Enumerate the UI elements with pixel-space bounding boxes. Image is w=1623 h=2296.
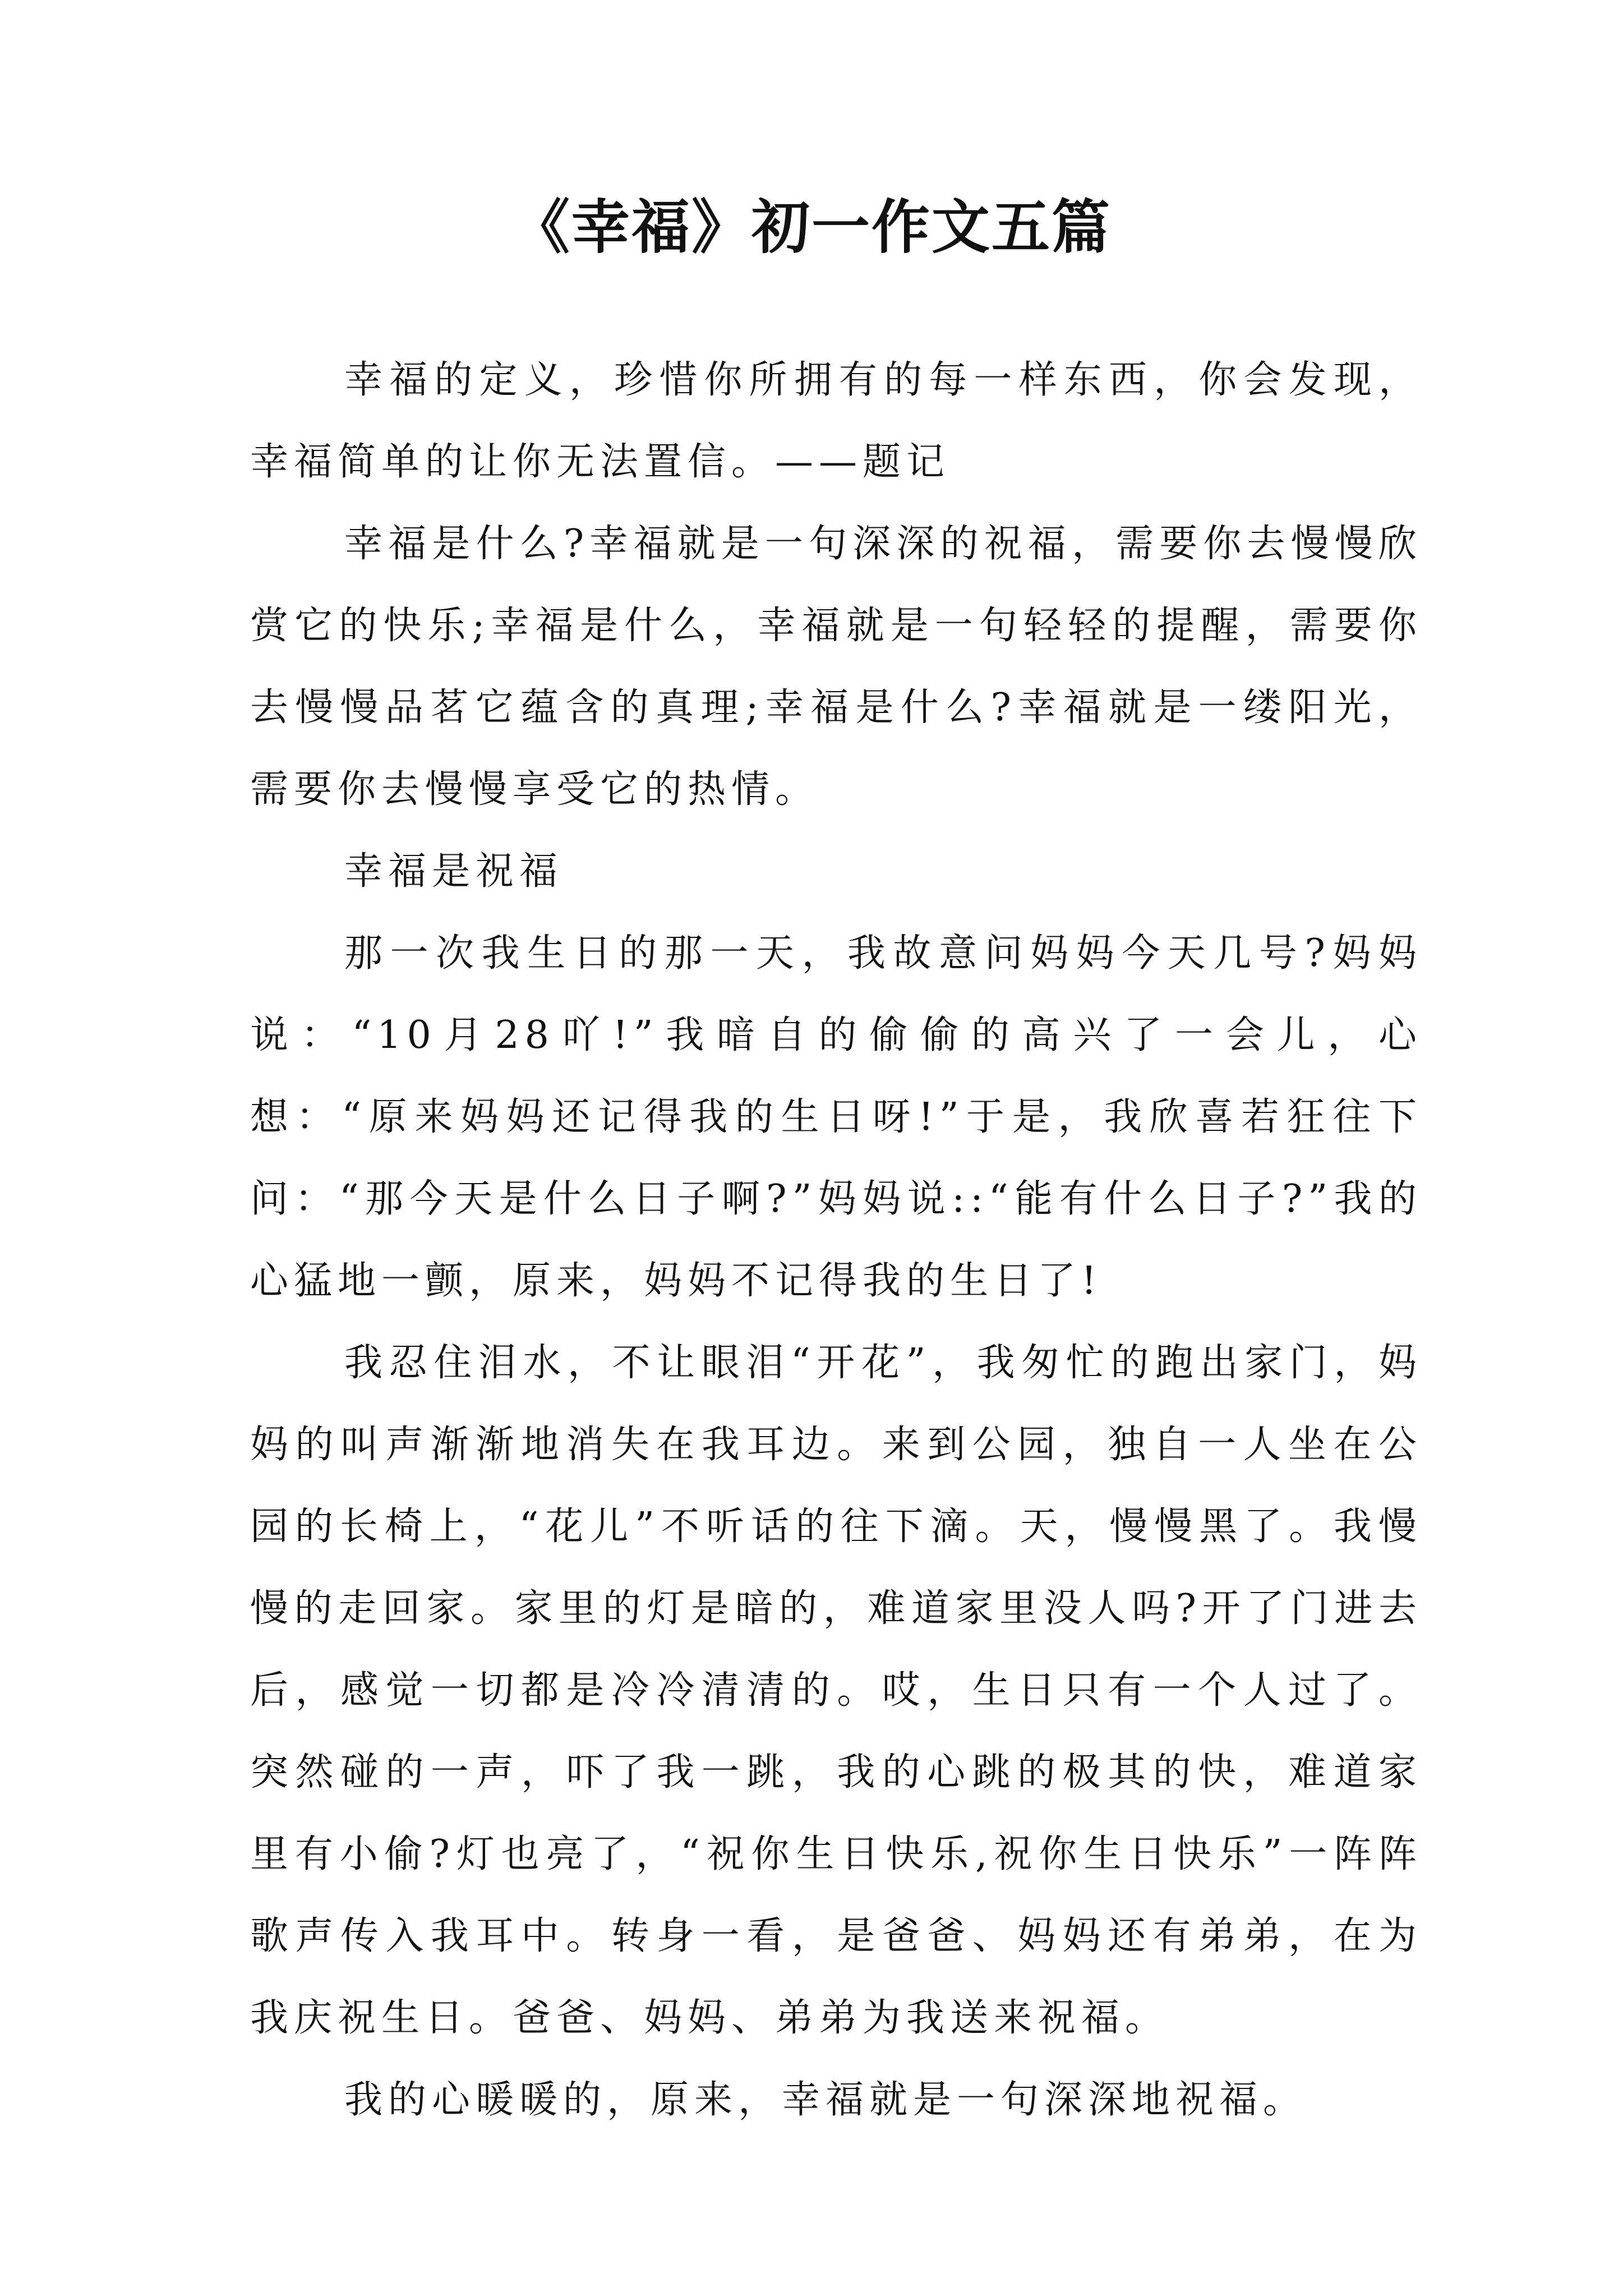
paragraph-birthday-question: 那一次我生日的那一天，我故意问妈妈今天几号?妈妈说：“10月28吖!”我暗自的偷偷的高兴了一会儿，心想：“原来妈妈还记得我的生日呀!”于是，我欣喜若狂往下问：“那今天是什么日子啊?”妈妈说::“能有什么日子?”我的心猛地一颤，原来，妈妈不记得我的生日了! xyxy=(250,931,1422,1303)
paragraph-epigraph: 幸福的定义，珍惜你所拥有的每一样东西，你会发现，幸福简单的让你无法置信。——题记 xyxy=(250,358,1422,484)
document-body xyxy=(250,339,1422,2141)
paragraph-conclusion: 我的心暖暖的，原来，幸福就是一句深深地祝福。 xyxy=(344,2078,1307,2122)
paragraph-what-is-happiness: 幸福是什么?幸福就是一句深深的祝福，需要你去慢慢欣赏它的快乐;幸福是什么，幸福就是一句轻轻的提醒，需要你去慢慢品茗它蕴含的真理;幸福是什么?幸福就是一缕阳光，需要你去慢慢享受它的热情。 xyxy=(250,522,1422,812)
section-heading-happiness-is-blessing: 幸福是祝福 xyxy=(344,849,564,894)
paragraph-birthday-surprise: 我忍住泪水，不让眼泪“开花”，我匆忙的跑出家门，妈妈的叫声渐渐地消失在我耳边。来到公园，独自一人坐在公园的长椅上，“花儿”不听话的往下滴。天，慢慢黑了。我慢慢的走回家。家里的灯是暗的，难道家里没人吗?开了门进去后，感觉一切都是冷冷清清的。哎，生日只有一个人过了。突然碰的一声，吓了我一跳，我的心跳的极其的快，难道家里有小偷?灯也亮了，“祝你生日快乐,祝你生日快乐”一阵阵歌声传入我耳中。转身一看，是爸爸、妈妈还有弟弟，在为我庆祝生日。爸爸、妈妈、弟弟为我送来祝福。 xyxy=(250,1341,1422,2040)
document-title: 《幸福》初一作文五篇 xyxy=(511,192,1112,261)
